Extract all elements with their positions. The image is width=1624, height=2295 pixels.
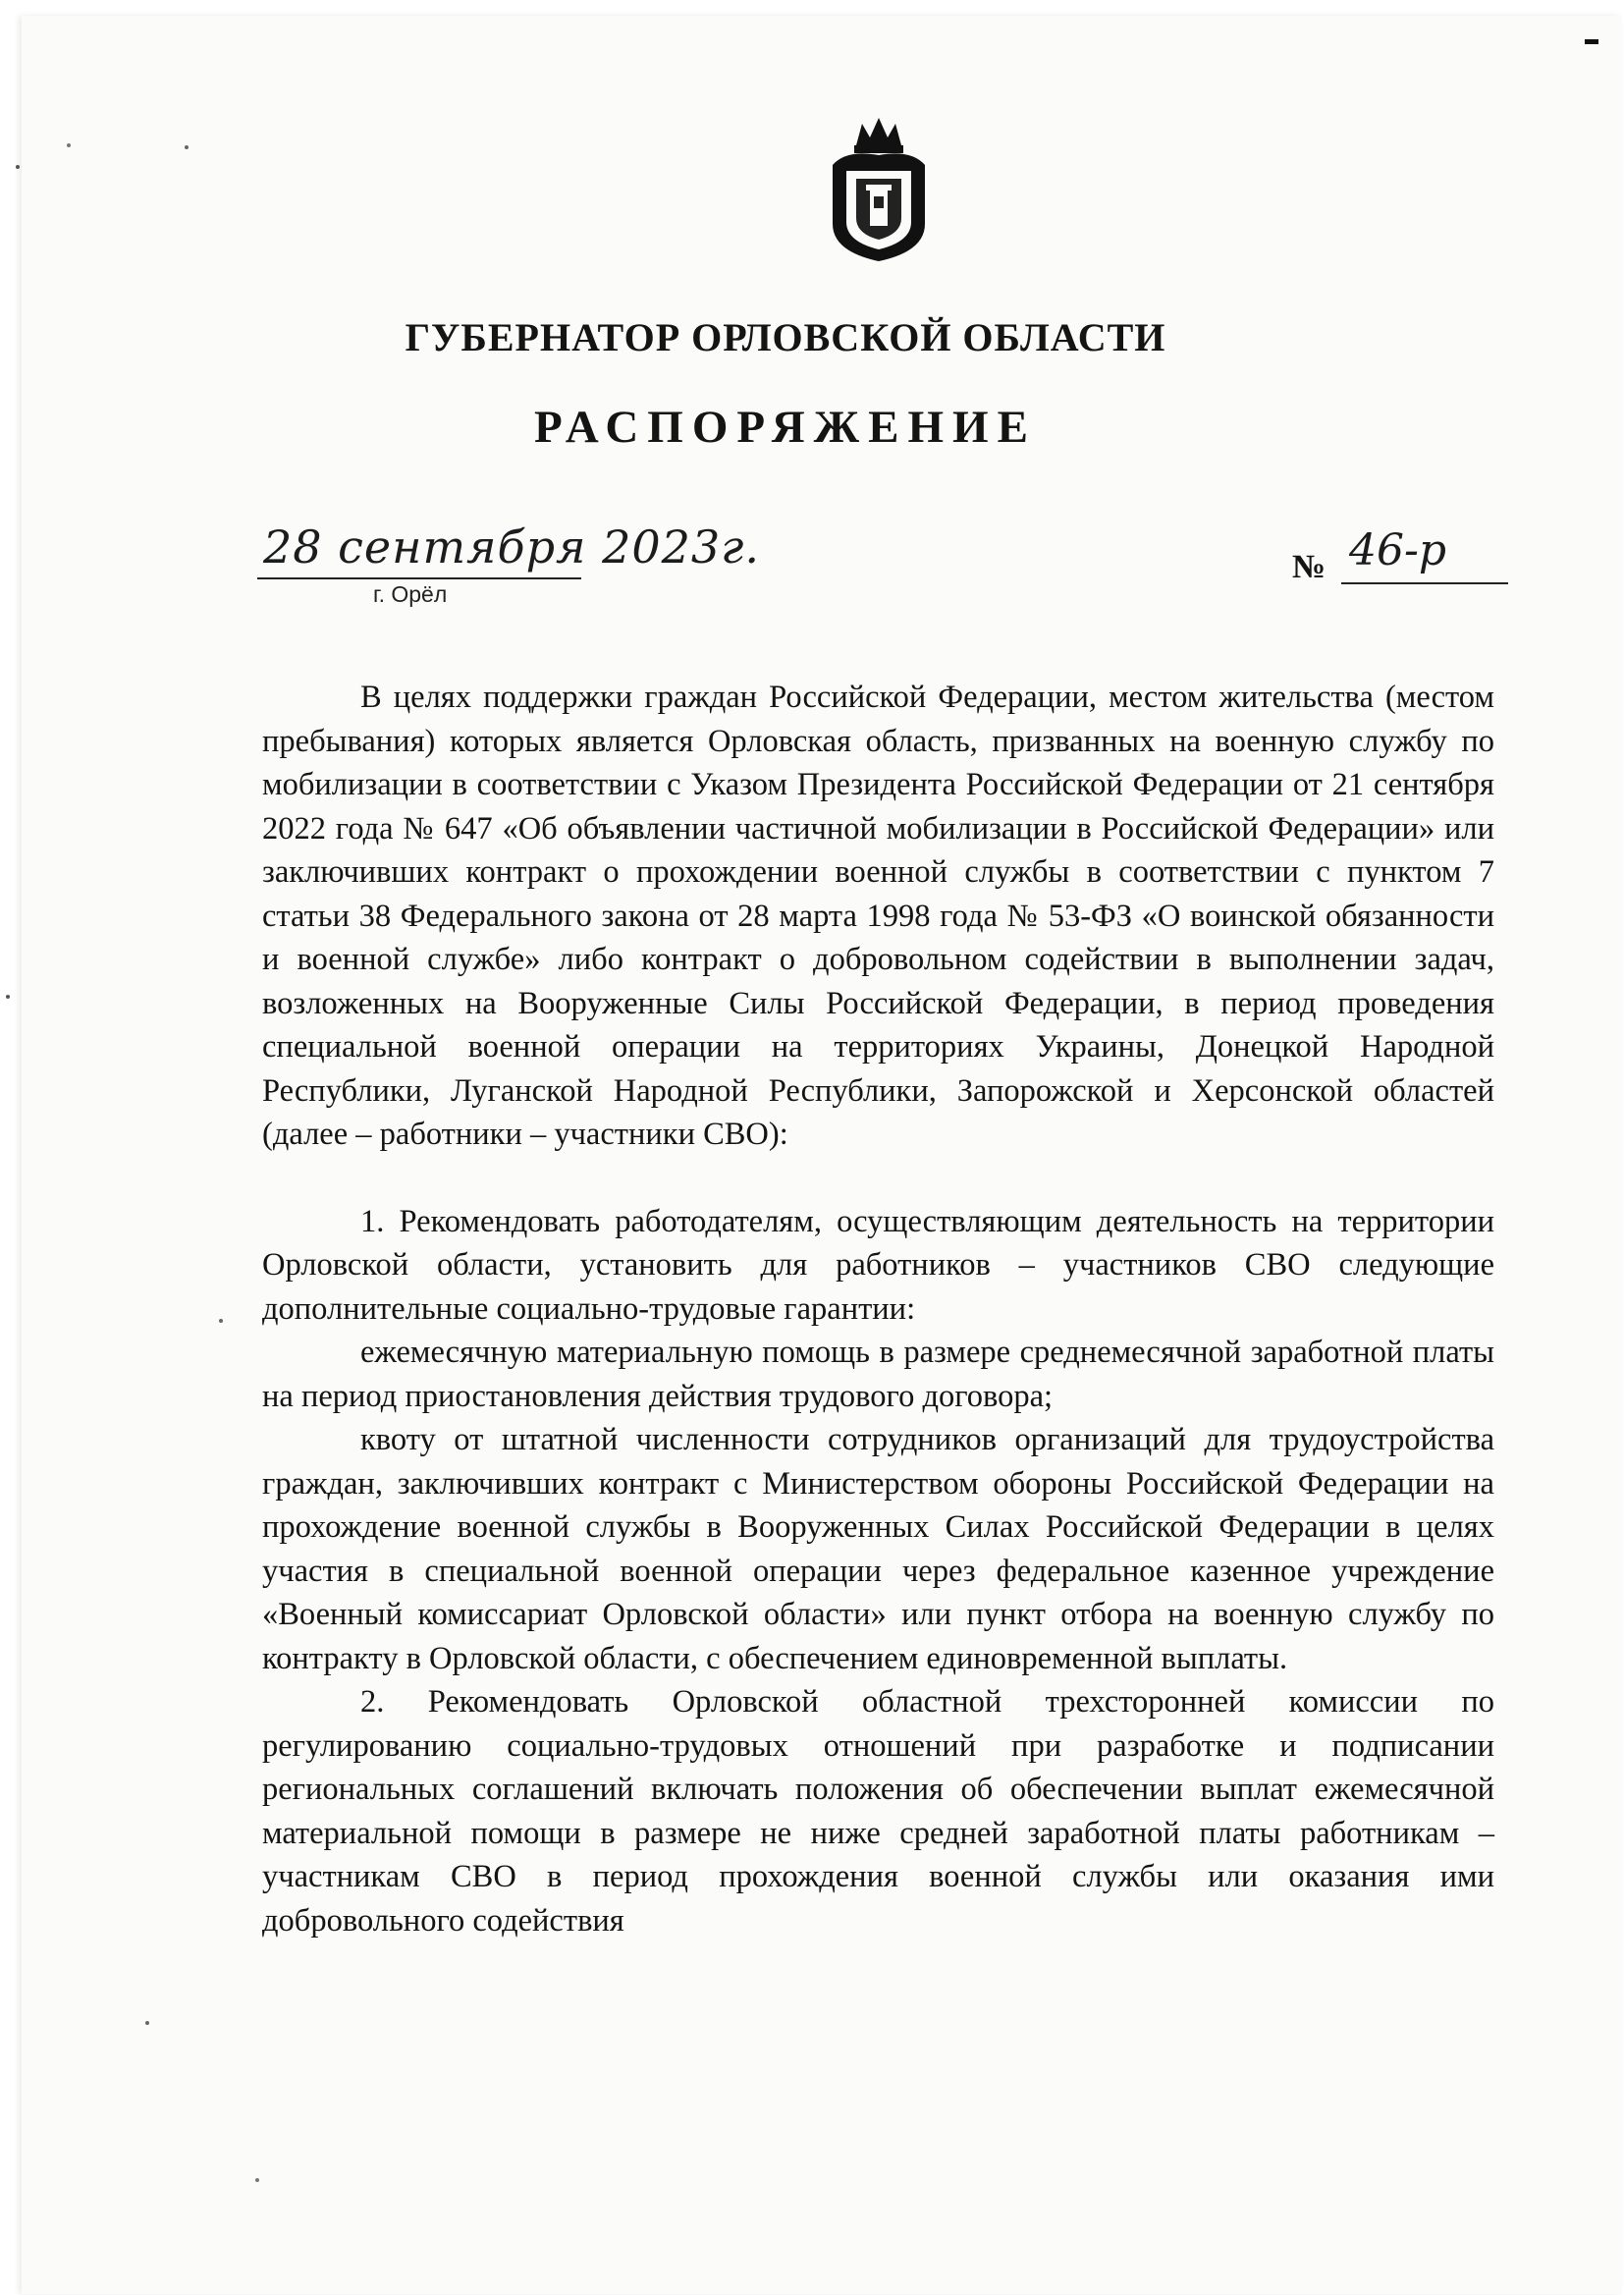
preamble-paragraph: В целях поддержки граждан Российской Федерации, местом жительства (местом пребывания) которых является Орловская область, призванных на военную службу по мобилизации в соответствии с Указом Президента Российской Федерации от 21 сентября 2022 года № 647 «Об объявлении частичной мобилизации в Российской Федерации» или заключивших контракт о прохождении военной службы в соответствии с пунктом 7 статьи 38 Федерального закона от 28 марта 1998 года № 53-ФЗ «О воинской обязанности и военной службе» либо контракт о добровольном содействии в выполнении задач, возложенных на Вооруженные Силы Российской Федерации, в период проведения специальной военной операции на территориях Украины, Донецкой Народной Республики, Луганской Народной Республики, Запорожской и Херсонской областей (далее – работники – участники СВО): [262,680,1494,1152]
handwritten-number: 46-р [1349,525,1447,575]
item-1b-paragraph: квоту от штатной численности сотрудников организаций для трудоустройства граждан, заключивших контракт с Министерством обороны Российской Федерации на прохождение военной службы в Вооруженных Силах Российской Федерации в целях участия в специальной военной операции через федеральное казенное учреждение «Военный комиссариат Орловской области» или пункт отбора на военную службу по контракту в Орловской области, с обеспечением единовременной выплаты. [262,1422,1494,1676]
item-1-paragraph: 1. Рекомендовать работодателям, осуществляющим деятельность на территории Орловской области, установить для работников – участников СВО следующие дополнительные социально-трудовые гарантии: [262,1203,1494,1327]
orel-coat-of-arms-icon [827,116,931,263]
handwritten-date: 28 сентября 2023г. [263,520,761,574]
number-sign: № [1292,549,1326,585]
item-2-paragraph: 2. Рекомендовать Орловской областной трехсторонней комиссии по регулированию социально-трудовых отношений при разработке и подписании региональных соглашений включать положения об обеспечении выплат ежемесячной материальной помощи в размере не ниже средней заработной платы работникам – участникам СВО в период прохождения военной службы или оказания ими добровольного содействия [262,1684,1494,1939]
number-underline [1341,582,1508,584]
document-body [262,676,1494,1942]
city-label: г. Орёл [373,581,448,607]
document-number-block [1292,525,1538,594]
date-underline [257,577,581,579]
document-date-block [257,520,761,607]
governor-title: ГУБЕРНАТОР ОРЛОВСКОЙ ОБЛАСТИ [405,315,1166,359]
document-type-heading: РАСПОРЯЖЕНИЕ [534,402,1037,453]
item-1a-paragraph: ежемесячную материальную помощь в размере среднемесячной заработной платы на период приостановления действия трудового договора; [262,1335,1494,1414]
